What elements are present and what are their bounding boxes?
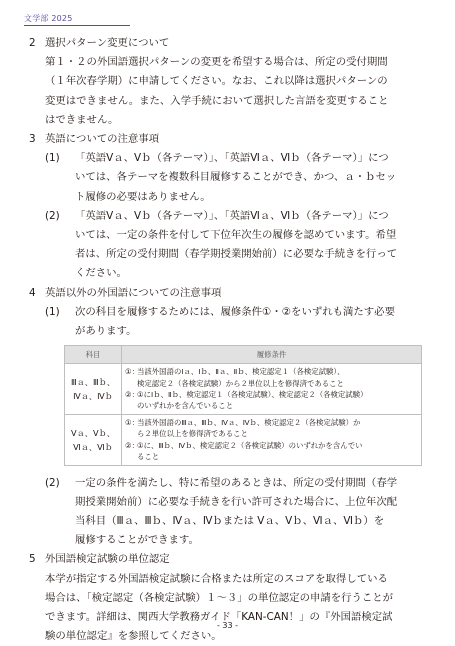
condition-1 [125,417,418,440]
section-number: 4 [29,286,36,299]
subject-column-header: 科目 [65,346,122,364]
section-5-heading [0,550,455,569]
item-number: (1) [45,305,60,318]
text-line: 第１・２の外国語選択パターンの変更を希望する場合は、所定の受付期間 [45,56,388,69]
subject-line: Ⅳａ、Ⅳｂ [73,391,113,402]
text-line: 当科目（Ⅲａ、Ⅲｂ、Ⅳａ、Ⅳｂまたは Ⅴａ、Ⅴｂ、Ⅵａ、Ⅵｂ）を [75,514,385,527]
text-line: 「英語Ⅴａ、Ⅴｂ（各テーマ）」、「英語Ⅵａ、Ⅵｂ（各テーマ）」につ [75,209,389,222]
condition-mark: ①： [125,417,140,427]
item-number: (1) [45,152,60,165]
condition-mark: ②： [125,390,140,400]
section-5-body [0,570,415,646]
text-line: 場合は、「検定認定（各検定試験）１～３」の単位認定の申請を行うことが [45,591,394,604]
header-rule [24,25,130,26]
subject-line: Ⅵａ、Ⅵｂ [73,441,113,452]
condition-1 [125,366,418,389]
condition-line: ①にⅠｂ、Ⅱｂ、検定認定１（各検定試験）、検定認定２（各検定試験） [137,390,368,400]
section-number: 5 [29,553,36,566]
section-3-item-1 [0,149,455,207]
text-line: 変更はできません。また、入学手続において選択した言語を変更すること [45,94,389,107]
subject-line: Ⅴａ、Ⅴｂ、 [71,427,115,438]
condition-line: ①に、Ⅲｂ、Ⅳｂ、検定認定２（各検定試験）のいずれかを含んでい [137,440,363,450]
item-number: (2) [45,209,60,222]
text-line: 「英語Ⅴａ、Ⅴｂ（各テーマ）」、「英語Ⅵａ、Ⅵｂ（各テーマ）」につ [75,152,389,165]
subject-line: Ⅲａ、Ⅲｂ、 [70,377,116,388]
section-3-heading [0,130,455,149]
table-header-row [65,346,422,364]
condition-line: ること [137,452,160,462]
condition-2 [125,389,418,412]
text-line: 次の科目を履修するためには、履修条件①・②をいずれも満たす必要 [75,305,395,318]
item-number: (2) [45,476,60,489]
text-line: があります。 [75,325,137,338]
text-line: 履修することができます。 [75,534,199,547]
condition-line: 当該外国語のⅢａ、Ⅲｂ、Ⅳａ、Ⅳｂ、検定認定２（各検定試験）か [137,417,361,427]
section-title: 英語についての注意事項 [45,133,160,146]
section-4-heading [0,284,455,303]
section-2-heading [0,34,455,53]
section-number: 3 [29,133,36,146]
section-4-item-2 [0,474,455,551]
running-header: 文学部 2025 [24,14,73,23]
section-4-item-1 [0,303,455,341]
section-title: 英語以外の外国語についての注意事項 [45,286,222,299]
subject-cell [65,364,122,415]
condition-line: ら２単位以上を修得済であること [137,429,248,439]
table-row [65,364,422,415]
section-title: 選択パターン変更について [45,37,170,49]
text-line: （１年次春学期）に申請してください。なお、これ以降は選択パターンの [45,75,388,88]
text-line: ください。 [75,267,127,280]
condition-line: 当該外国語のⅠａ、Ⅰｂ、Ⅱａ、Ⅱｂ、検定認定１（各検定試験）、 [137,367,345,377]
text-line: いては、各テーマを複数科目履修することができ、かつ、ａ・ｂセッ [75,171,397,184]
text-line: 一定の条件を満たし、特に希望のあるときは、所定の受付期間（春学 [75,476,398,489]
text-line: いては、一定の条件を付して下位年次生の履修を認めています。希望 [75,229,397,242]
text-line: 本学が指定する外国語検定試験に合格または所定のスコアを取得している [45,572,388,585]
condition-line: のいずれかを含んでいること [137,401,234,411]
text-line: できます。詳細は、関西大学教務ガイド「KAN-CAN！」の『外国語検定試 [45,610,393,623]
condition-mark: ②： [125,440,140,450]
condition-2 [125,440,418,463]
condition-cell [122,414,422,465]
page-body [0,34,455,646]
requirements-table [64,345,422,465]
table-row [65,414,422,465]
text-line: 験の単位認定』を参照してください。 [45,630,222,643]
section-3-item-2 [0,207,455,284]
section-number: 2 [29,37,36,49]
subject-cell [65,414,122,465]
section-title: 外国語検定試験の単位認定 [45,553,170,566]
condition-cell [122,364,422,415]
text-line: はできません。 [45,113,119,126]
section-2-body [0,53,415,130]
condition-mark: ①： [125,367,140,377]
text-line: 者は、所定の受付期間（春学期授業開始前）に必要な手続きを行って [75,248,398,261]
page-number: - 33 - [216,621,239,630]
text-line: 期授業開始前）に必要な手続きを行い許可された場合に、上位年次配 [75,495,398,508]
condition-column-header: 履修条件 [122,346,422,364]
condition-line: 検定認定２（各検定試験）から２単位以上を修得済であること [137,378,344,388]
text-line: ト履修の必要はありません。 [75,190,211,203]
